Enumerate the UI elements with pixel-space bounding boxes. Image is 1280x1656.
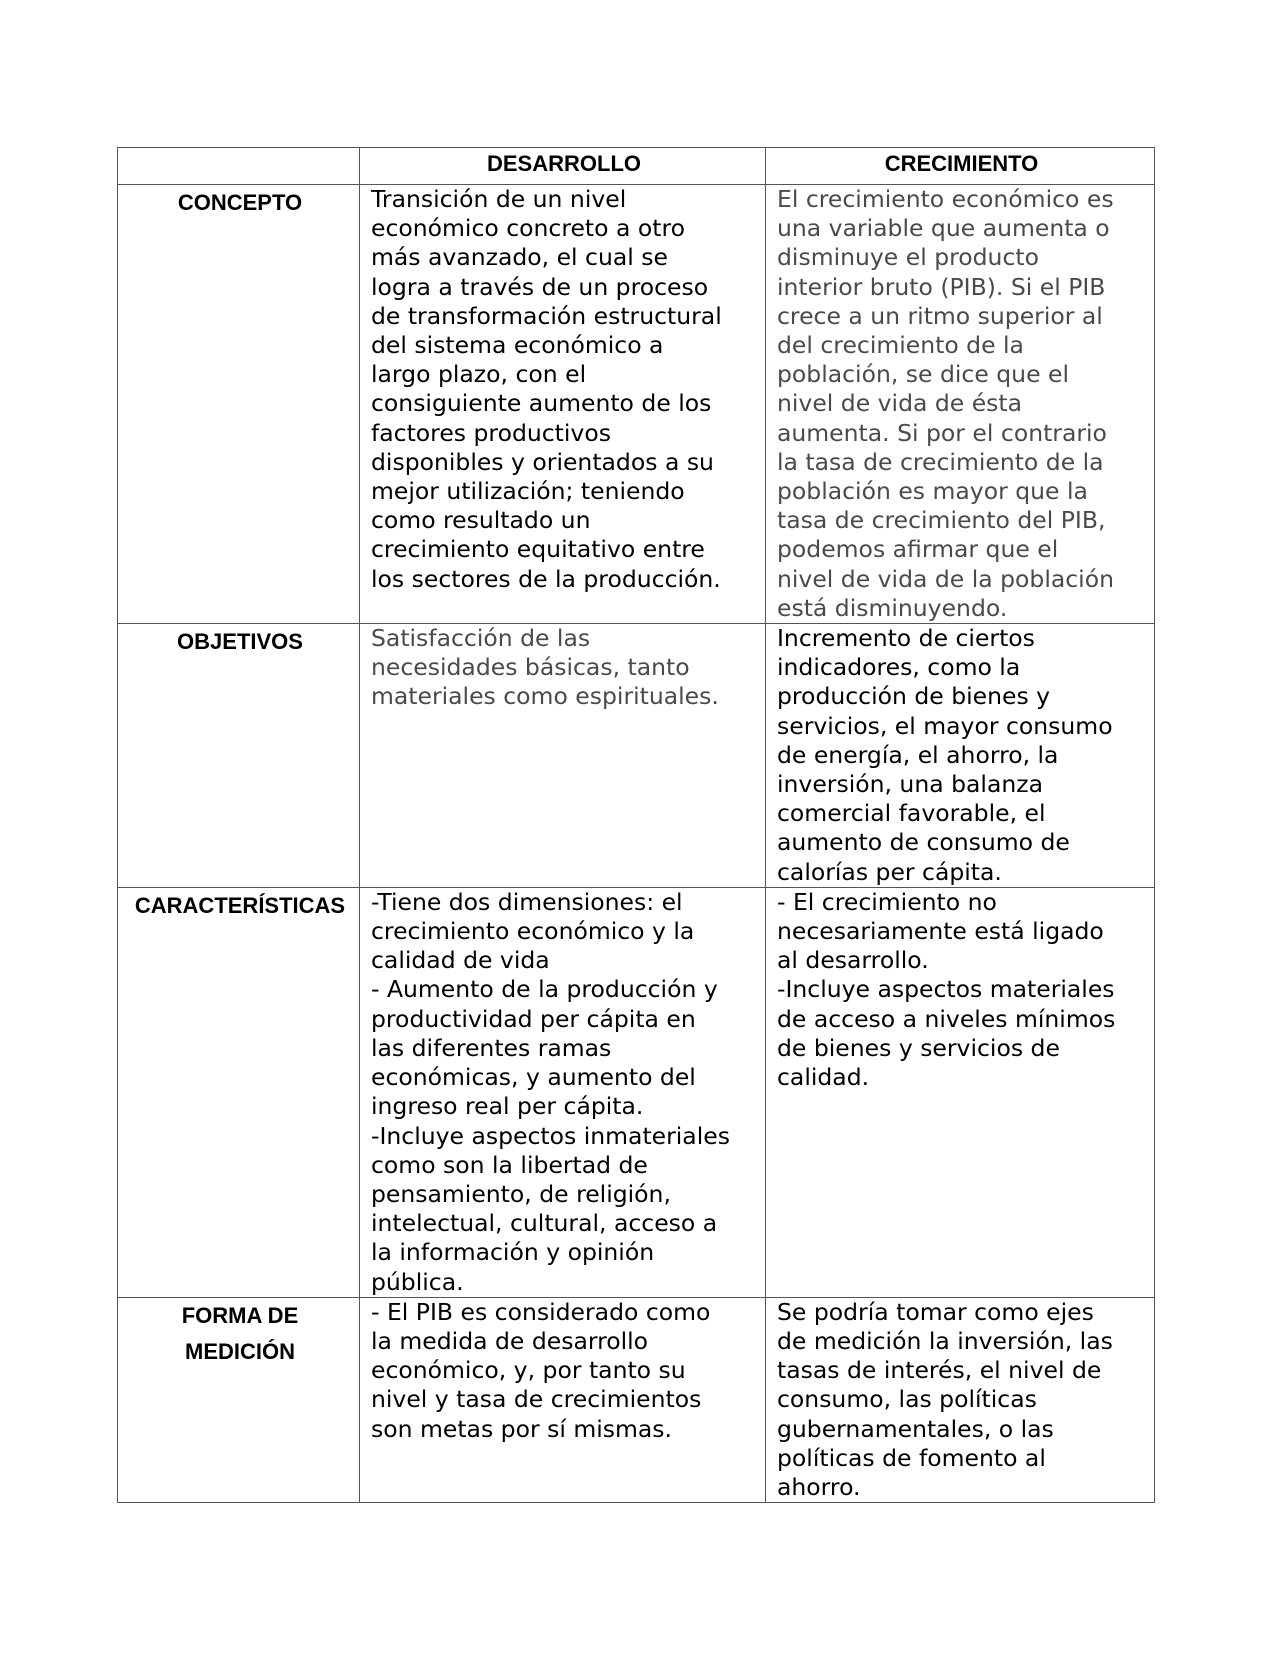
header-desarrollo: DESARROLLO (360, 148, 766, 185)
row-forma-de-medicion (118, 1297, 1155, 1502)
concepto-crecimiento-cell: El crecimiento económico es una variable que aumenta o disminuye el producto interior bruto (PIB). Si el PIB crece a un ritmo superior al del crecimiento de la población, se dice que el nivel de vida de ésta aumenta. Si por el contrario la tasa de crecimiento de la población es mayor que la tasa de crecimiento del PIB, podemos afirmar que el nivel de vida de la población está disminuyendo. (766, 185, 1155, 624)
row-caracteristicas (118, 887, 1155, 1297)
concepto-desarrollo-cell: Transición de un nivel económico concreto a otro más avanzado, el cual se logra a través de un proceso de transformación estructural del sistema económico a largo plazo, con el consiguiente aumento de los factores productivos disponibles y orientados a su mejor utilización; teniendo como resultado un crecimiento equitativo entre los sectores de la producción. (360, 185, 766, 624)
caracteristicas-desarrollo-cell: -Tiene dos dimensiones: el crecimiento económico y la calidad de vida - Aumento de la producción y productividad per cápita en las diferentes ramas económicas, y aumento del ingreso real per cápita. -Incluye aspectos inmateriales como son la libertad de pensamiento, de religión, intelectual, cultural, acceso a la información y opinión pública. (360, 887, 766, 1297)
row-label-objetivos: OBJETIVOS (118, 624, 360, 888)
header-empty-cell (118, 148, 360, 185)
medicion-crecimiento-cell: Se podría tomar como ejes de medición la inversión, las tasas de interés, el nivel de consumo, las políticas gubernamentales, o las políticas de fomento al ahorro. (766, 1297, 1155, 1502)
comparison-table (117, 147, 1155, 1503)
header-row (118, 148, 1155, 185)
row-concepto (118, 185, 1155, 624)
objetivos-desarrollo-cell: Satisfacción de las necesidades básicas, tanto materiales como espirituales. (360, 624, 766, 888)
row-label-forma-de-medicion: FORMA DE MEDICIÓN (118, 1297, 360, 1502)
caracteristicas-crecimiento-cell: - El crecimiento no necesariamente está ligado al desarrollo. -Incluye aspectos materiales de acceso a niveles mínimos de bienes y servicios de calidad. (766, 887, 1155, 1297)
row-label-concepto: CONCEPTO (118, 185, 360, 624)
medicion-desarrollo-cell: - El PIB es considerado como la medida de desarrollo económico, y, por tanto su nivel y tasa de crecimientos son metas por sí mismas. (360, 1297, 766, 1502)
row-label-caracteristicas: CARACTERÍSTICAS (118, 887, 360, 1297)
row-objetivos (118, 624, 1155, 888)
header-crecimiento: CRECIMIENTO (766, 148, 1155, 185)
objetivos-crecimiento-cell: Incremento de ciertos indicadores, como la producción de bienes y servicios, el mayor consumo de energía, el ahorro, la inversión, una balanza comercial favorable, el aumento de consumo de calorías per cápita. (766, 624, 1155, 888)
